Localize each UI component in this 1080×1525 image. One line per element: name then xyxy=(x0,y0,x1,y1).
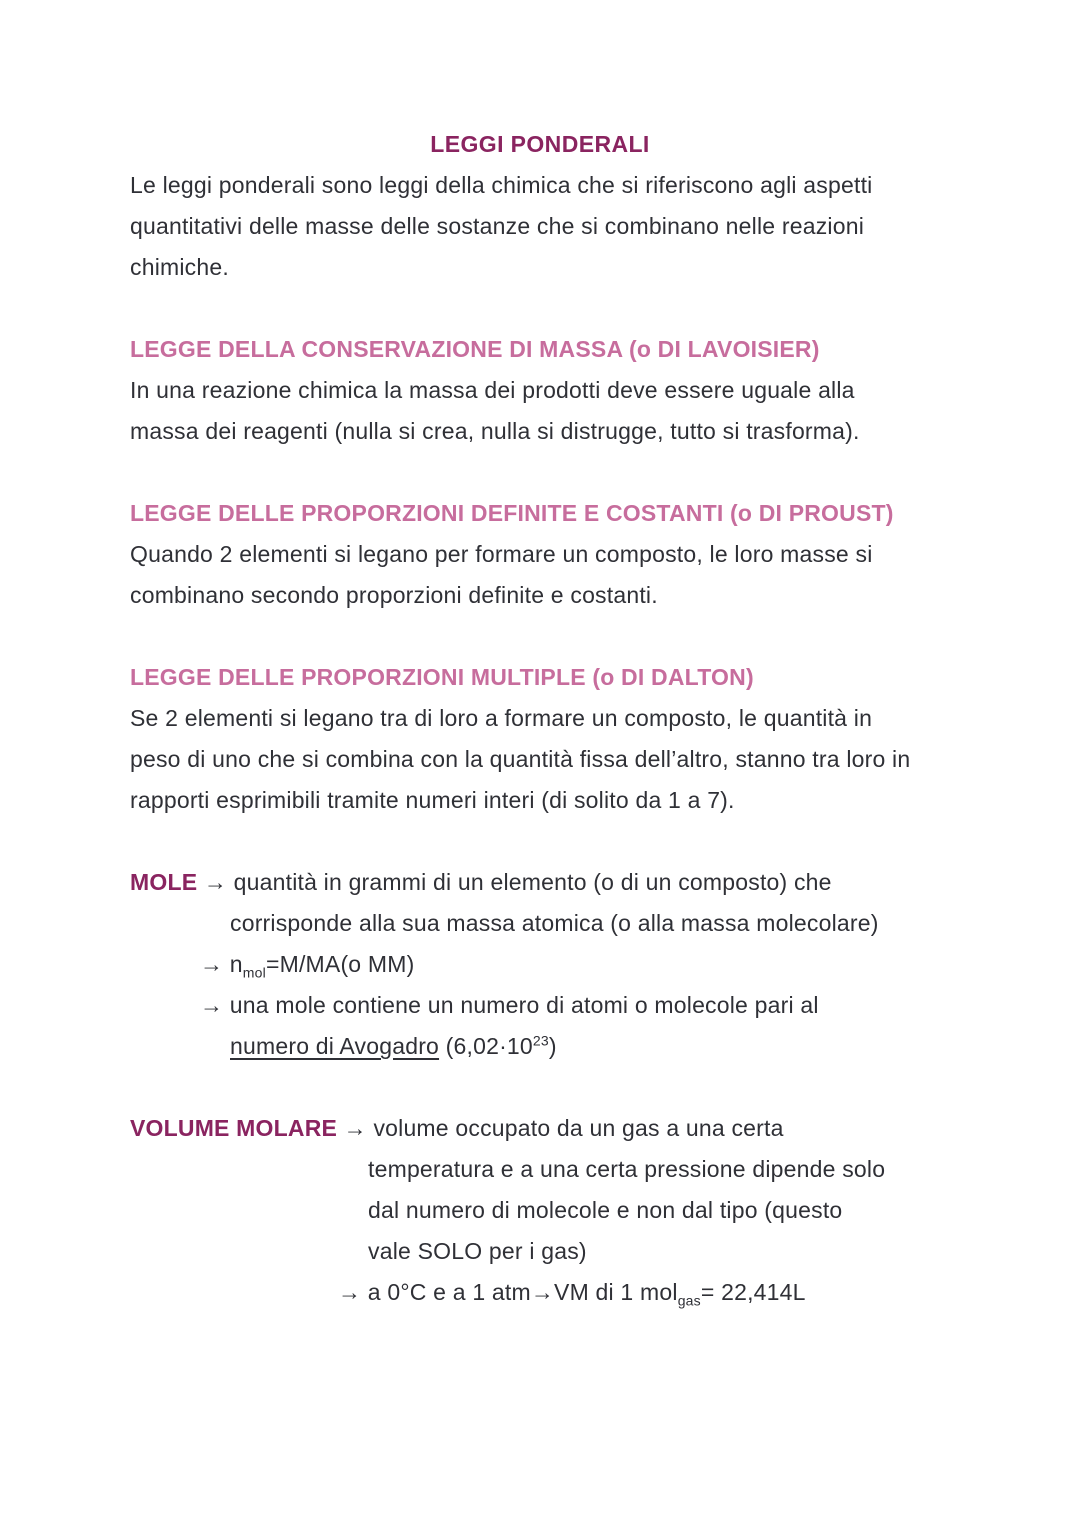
arrow-glyph: → xyxy=(200,992,224,1018)
proust-body: Quando 2 elementi si legano per formare un composto, le loro masse si combinano secondo proporzioni definite e costanti. xyxy=(130,541,873,608)
arrow-glyph: → xyxy=(343,1115,367,1141)
volume-molare-definition-text: volume occupato da un gas a una certa temperatura e a una certa pressione dipende solo dal numero di molecole e non dal tipo (questo vale SOLO per i gas) xyxy=(368,1115,886,1264)
lavoisier-body: In una reazione chimica la massa dei prodotti deve essere uguale alla massa dei reagenti (nulla si crea, nulla si distrugge, tutto si trasforma). xyxy=(130,377,860,444)
condition-pre: a 0°C e a 1 atm→VM di 1 mol xyxy=(367,1279,678,1305)
mole-definition-text: quantità in grammi di un elemento (o di un composto) che corrisponde alla sua massa atomica (o alla massa molecolare) xyxy=(230,869,879,936)
page-title: LEGGI PONDERALI xyxy=(430,131,650,157)
avogadro-exponent: 23 xyxy=(532,1032,549,1049)
avogadro-value xyxy=(446,1033,557,1059)
volume-molare-block xyxy=(130,1108,950,1313)
mole-definition-line xyxy=(130,862,895,944)
volume-molare-definition-line xyxy=(130,1108,890,1272)
mole-term: MOLE xyxy=(130,869,198,895)
volume-molare-condition-line xyxy=(130,1272,890,1313)
section-proust xyxy=(130,493,950,616)
avogadro-text: una mole contiene un numero di atomi o molecole pari al xyxy=(229,992,819,1018)
dalton-heading: LEGGE DELLE PROPORZIONI MULTIPLE (o DI DALTON) xyxy=(130,664,754,690)
volume-molare-term: VOLUME MOLARE xyxy=(130,1115,338,1141)
mole-formula-subscript: mol xyxy=(242,964,266,981)
avogadro-underlined-phrase: numero di Avogadro xyxy=(230,1033,440,1059)
intro-paragraph: Le leggi ponderali sono leggi della chimica che si riferiscono agli aspetti quantitativi delle masse delle sostanze che si combinano nelle reazioni chimiche. xyxy=(130,172,873,280)
arrow-glyph: → xyxy=(338,1279,362,1305)
condition-subscript: gas xyxy=(677,1292,701,1309)
arrow-glyph: → xyxy=(200,951,224,977)
section-lavoisier xyxy=(130,329,950,452)
lavoisier-heading: LEGGE DELLA CONSERVAZIONE DI MASSA (o DI LAVOISIER) xyxy=(130,336,820,362)
condition-post: = 22,414L xyxy=(700,1279,806,1305)
avogadro-value-pre: (6,02·10 xyxy=(445,1033,533,1059)
avogadro-value-post: ) xyxy=(548,1033,557,1059)
proust-heading: LEGGE DELLE PROPORZIONI DEFINITE E COSTANTI (o DI PROUST) xyxy=(130,500,894,526)
arrow-glyph: → xyxy=(203,869,228,895)
section-dalton xyxy=(130,657,950,821)
mole-definition-block xyxy=(130,862,950,1067)
dalton-body: Se 2 elementi si legano tra di loro a formare un composto, le quantità in peso di uno che si combina con la quantità fissa dell’altro, stanno tra loro in rapporti esprimibili tramite numeri interi (di solito da 1 a 7). xyxy=(130,705,911,813)
mole-formula-line xyxy=(130,944,895,985)
mole-formula-rest: =M/MA(o MM) xyxy=(265,951,415,977)
mole-formula-base: n xyxy=(229,951,243,977)
mole-avogadro-line xyxy=(130,985,895,1067)
